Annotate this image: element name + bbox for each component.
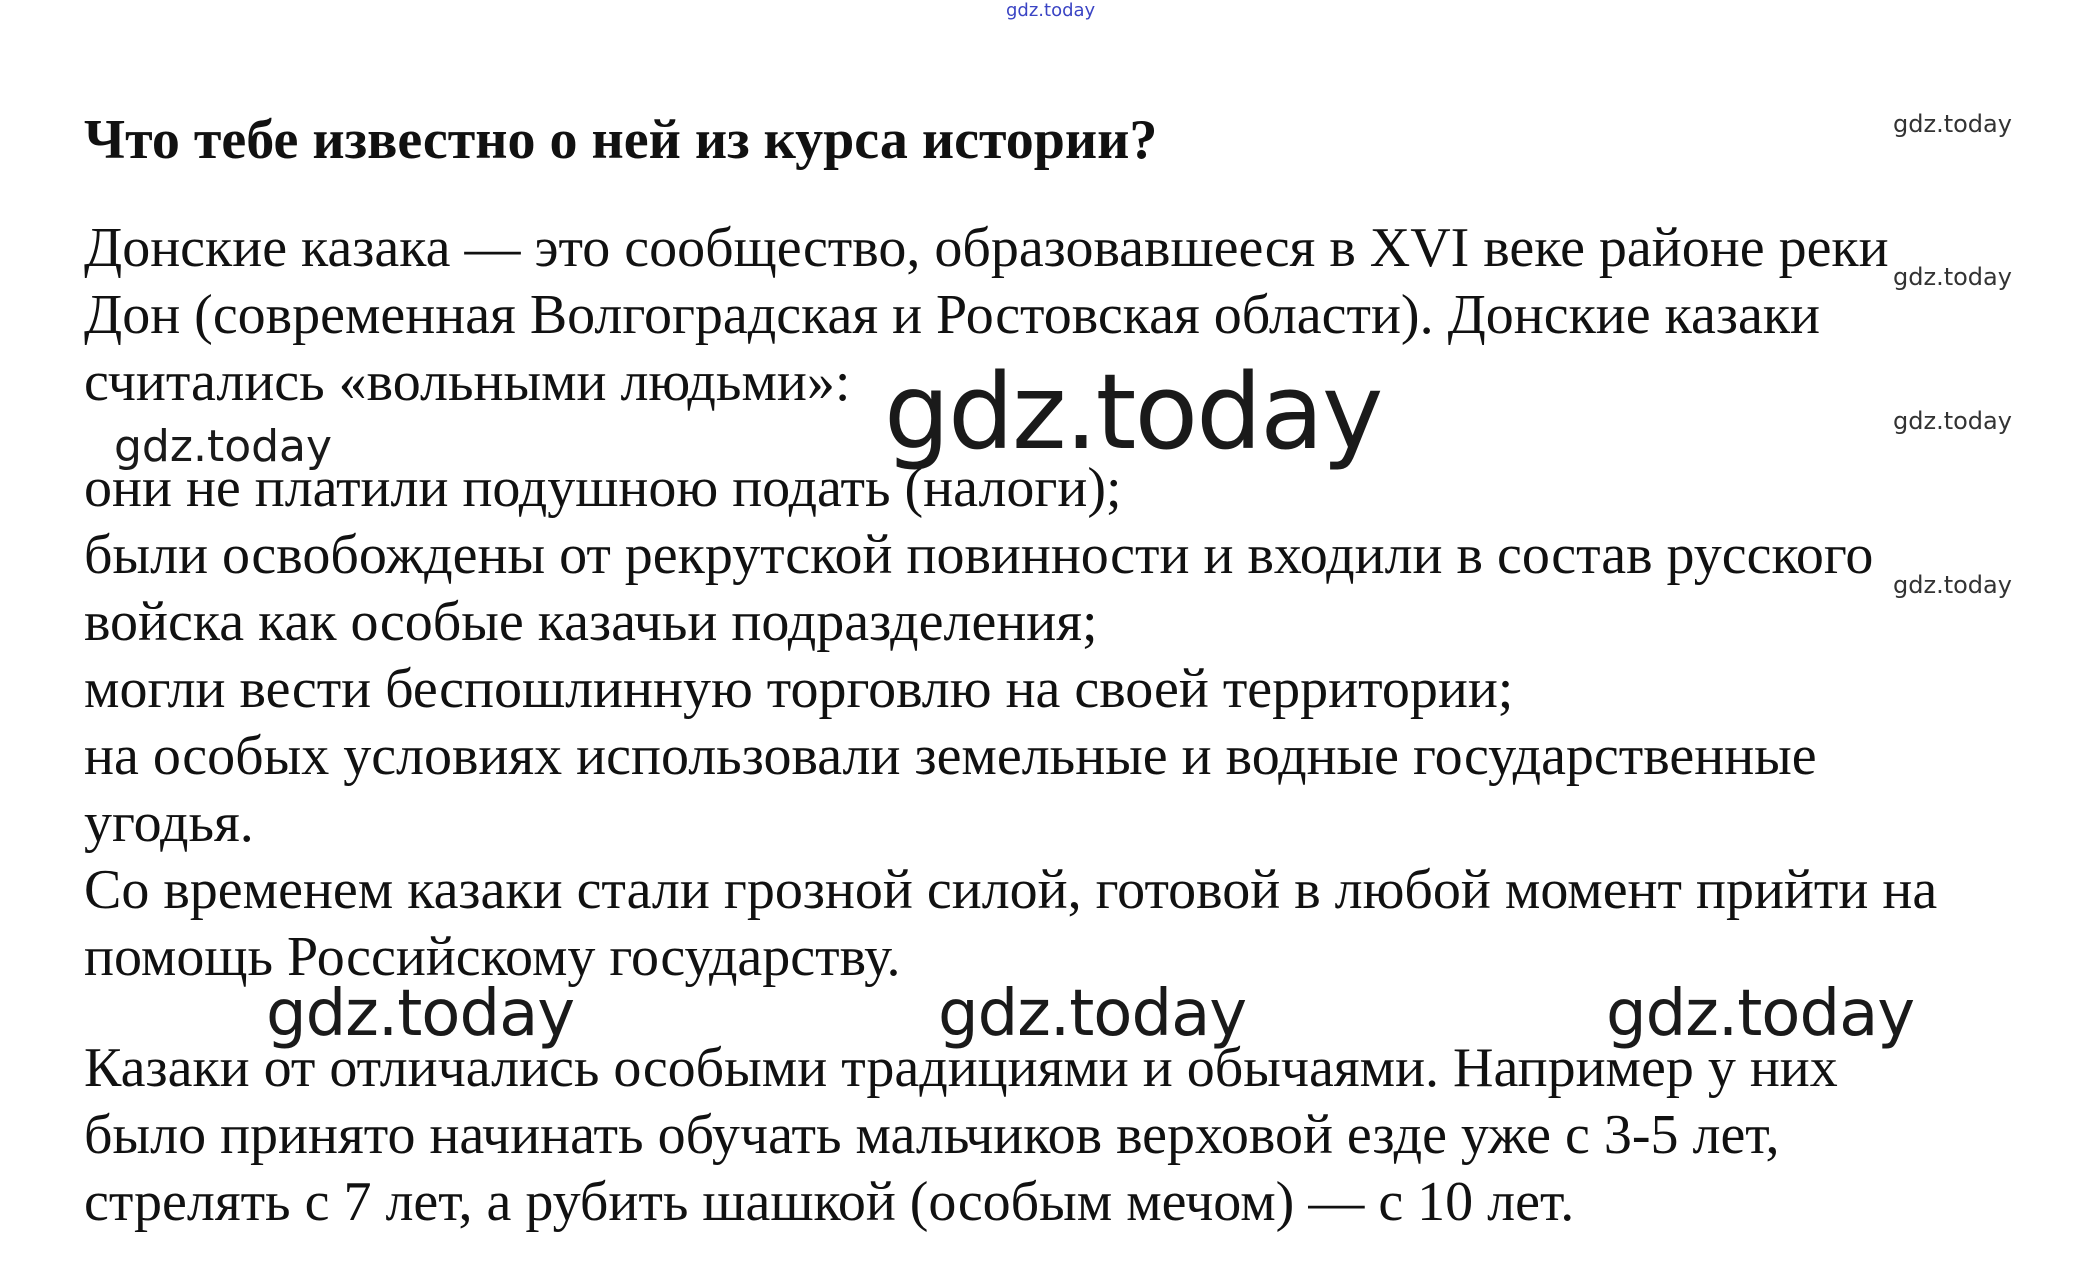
- watermark-large: gdz.today: [938, 977, 1247, 1051]
- text-line: Казаки от отличались особыми традициями и обычаями. Например у них: [84, 1037, 1838, 1099]
- text-line: Со временем казаки стали грозной силой, готовой в любой момент прийти на: [84, 859, 1938, 921]
- text-line: угодья.: [84, 792, 254, 854]
- text-line: считались «вольными людьми»:: [84, 351, 851, 413]
- watermark-large: gdz.today: [114, 421, 333, 472]
- watermark-top: gdz.today: [1006, 0, 1096, 21]
- watermark-large: gdz.today: [266, 977, 575, 1051]
- text-line: были освобождены от рекрутской повинности и входили в состав русского: [84, 524, 1874, 586]
- text-line: они не платили подушною подать (налоги);: [84, 457, 1122, 519]
- watermark-small: gdz.today: [1893, 571, 2012, 599]
- text-line: было принято начинать обучать мальчиков верховой езде уже с 3-5 лет,: [84, 1104, 1780, 1166]
- text-line: Донские казака — это сообщество, образовавшееся в XVI веке районе реки: [84, 217, 1889, 279]
- question-heading: Что тебе известно о ней из курса истории?: [84, 109, 1158, 171]
- text-line: войска как особые казачьи подразделения;: [84, 591, 1098, 653]
- watermark-large: gdz.today: [1606, 977, 1915, 1051]
- watermark-large: gdz.today: [884, 351, 1382, 473]
- text-line: на особых условиях использовали земельные и водные государственные: [84, 725, 1817, 787]
- text-line: могли вести беспошлинную торговлю на своей территории;: [84, 658, 1514, 720]
- text-line: помощь Российскому государству.: [84, 926, 901, 988]
- text-line: Дон (современная Волгоградская и Ростовская области). Донские казаки: [84, 284, 1820, 346]
- watermark-small: gdz.today: [1893, 110, 2012, 138]
- watermark-small: gdz.today: [1893, 263, 2012, 291]
- text-line: стрелять с 7 лет, а рубить шашкой (особым мечом) — с 10 лет.: [84, 1171, 1575, 1233]
- watermark-small: gdz.today: [1893, 407, 2012, 435]
